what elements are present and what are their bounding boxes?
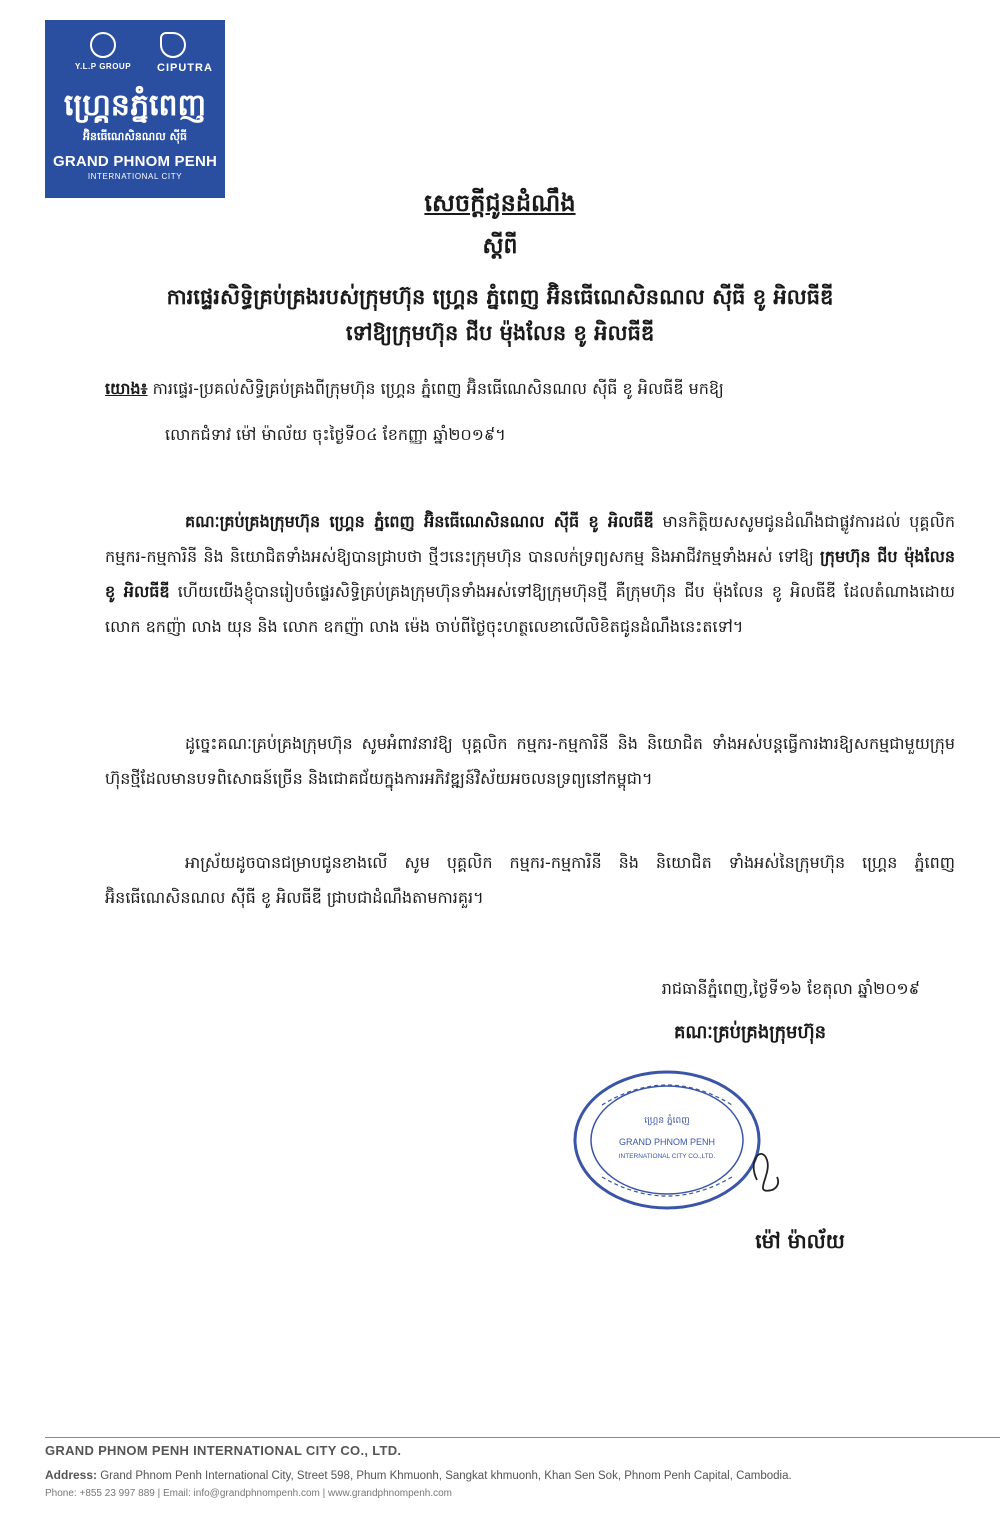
footer-address-label: Address: [45, 1468, 98, 1482]
board-label: គណៈគ្រប់គ្រងក្រុមហ៊ុន [673, 1022, 827, 1043]
paragraph-1-text-b: ហើយយើងខ្ញុំបានរៀបចំផ្ទេរសិទ្ធិគ្រប់គ្រងក្រុមហ៊ុនទាំងអស់ទៅឱ្យក្រុមហ៊ុនថ្មី គឺក្រុមហ៊ុន ជីប ម៉ុងលែន ខូ អិលធីឌី ដែលតំណាងដោយលោក ឧកញ៉ា លាង យុន និង លោក ឧកញ៉ា លាង ម៉េង ចាប់ពីថ្ងៃចុះហត្ថលេខាលើលិខិតជូនដំណឹងនេះតទៅ។ [105, 582, 955, 636]
logo-partner-marks [45, 32, 225, 78]
body-paragraph-1 [105, 504, 955, 644]
reference-line-2: លោកជំទាវ ម៉ៅ ម៉ាល័យ ចុះថ្ងៃទី០៤ ខែកញ្ញា ឆ្នាំ២០១៩។ [165, 425, 506, 444]
footer-contact: Phone: +855 23 997 889 | Email: info@grandphnompenh.com | www.grandphnompenh.com [45, 1488, 452, 1499]
reference-block [105, 366, 935, 458]
signer-name: ម៉ៅ ម៉ាល័យ [755, 1229, 845, 1253]
footer-divider [45, 1437, 1000, 1438]
document-title: សេចក្តីជូនដំណឹង [424, 189, 576, 217]
subject-label: ស្តីពី [482, 234, 518, 259]
reference-line-1: ការផ្ទេរ-ប្រគល់សិទ្ធិគ្រប់គ្រងពីក្រុមហ៊ុន ហ្គ្រេន ភ្នំពេញ អ៊ិនធើណេសិនណល ស៊ីធី ខូ អិលធីឌី មកឱ្យ [152, 379, 724, 398]
board-name-bold: គណៈគ្រប់គ្រងក្រុមហ៊ុន ហ្គ្រេន ភ្នំពេញ អ៊ិនធើណេសិនណល ស៊ីធី ខូ អិលធីឌី [185, 512, 654, 531]
stamp-khmer-text: ហ្គ្រេន ភ្នំពេញ [644, 1116, 690, 1126]
logo-group-right: CIPUTRA [157, 62, 213, 74]
stamp-english-line-2: INTERNATIONAL CITY CO.,LTD. [618, 1153, 716, 1160]
handwritten-signature-icon [754, 1154, 779, 1191]
reference-label: យោង៖ [105, 379, 148, 398]
ylp-group-icon [90, 32, 116, 58]
company-logo [45, 20, 225, 198]
logo-sub-english: INTERNATIONAL CITY [87, 172, 183, 181]
paragraph-3-text: អាស្រ័យដូចបានជម្រាបជូនខាងលើ សូម បុគ្គលិក កម្មករ-កម្មការិនី និង និយោជិត ទាំងអស់នៃក្រុមហ៊ុន ហ្គ្រេន ភ្នំពេញ អ៊ិនធើណេសិនណល ស៊ីធី ខូ អិលធីឌី ជ្រាបជាដំណឹងតាមការគួរ។ [105, 853, 955, 907]
subject-line-1: ការផ្ទេរសិទ្ធិគ្រប់គ្រងរបស់ក្រុមហ៊ុន ហ្គ្រេន ភ្នំពេញ អ៊ិនធើណេសិនណល ស៊ីធី ខូ អិលធីឌី [166, 285, 834, 309]
footer-company: GRAND PHNOM PENH INTERNATIONAL CITY CO., LTD. [45, 1443, 402, 1458]
logo-group-left: Y.L.P GROUP [75, 62, 132, 71]
logo-sub-khmer: អ៊ិនធើណេសិនណល ស៊ីធី [82, 130, 187, 143]
body-paragraph-3 [105, 845, 955, 915]
logo-name-english: GRAND PHNOM PENH [52, 153, 218, 170]
date-line: រាជធានីភ្នំពេញ,ថ្ងៃទី១៦ ខែតុលា ឆ្នាំ២០១៩ [661, 979, 920, 998]
paragraph-2-text: ដូច្នេះគណៈគ្រប់គ្រងក្រុមហ៊ុន សូមអំពាវនាវឱ្យ បុគ្គលិក កម្មករ-កម្មការិនី និង និយោជិត ទាំងអស់បន្តធ្វើការងារឱ្យសកម្មជាមួយក្រុមហ៊ុនថ្មីដែលមានបទពិសោធន៍ច្រើន និងជោគជ័យក្នុងការអភិវឌ្ឍន៍វិស័យអចលនទ្រព្យនៅកម្ពុជា។ [105, 734, 955, 788]
footer-address [45, 1468, 792, 1482]
logo-name-khmer: ហ្គ្រេនភ្នំពេញ [63, 88, 207, 123]
company-stamp-icon [572, 1065, 782, 1220]
subject-line-2: ទៅឱ្យក្រុមហ៊ុន ជីប ម៉ុងលែន ខូ អិលធីឌី [345, 321, 655, 345]
footer-address-text: Grand Phnom Penh International City, Street 598, Phum Khmuonh, Sangkat khmuonh, Khan Sen Sok, Phnom Penh Capital, Cambodia. [100, 1470, 792, 1482]
paragraph-1-text-a: មានកិត្តិយសសូមជូនដំណឹងជាផ្លូវការដល់ បុគ្គលិក កម្មករ-កម្មការិនី និង និយោជិតទាំងអស់ឱ្យបានជ្រាបថា ថ្មីៗនេះក្រុមហ៊ុន បានលក់ទ្រព្យសកម្ម និងអាជីវកម្មទាំងអស់ ទៅឱ្យ [105, 512, 955, 566]
new-company-name-bold: ក្រុមហ៊ុន ជីប ម៉ុងលែន ខូ អិលធីឌី [105, 547, 956, 601]
stamp-english-line-1: GRAND PHNOM PENH [618, 1137, 716, 1147]
ciputra-icon [160, 32, 186, 58]
body-paragraph-2 [105, 726, 955, 796]
